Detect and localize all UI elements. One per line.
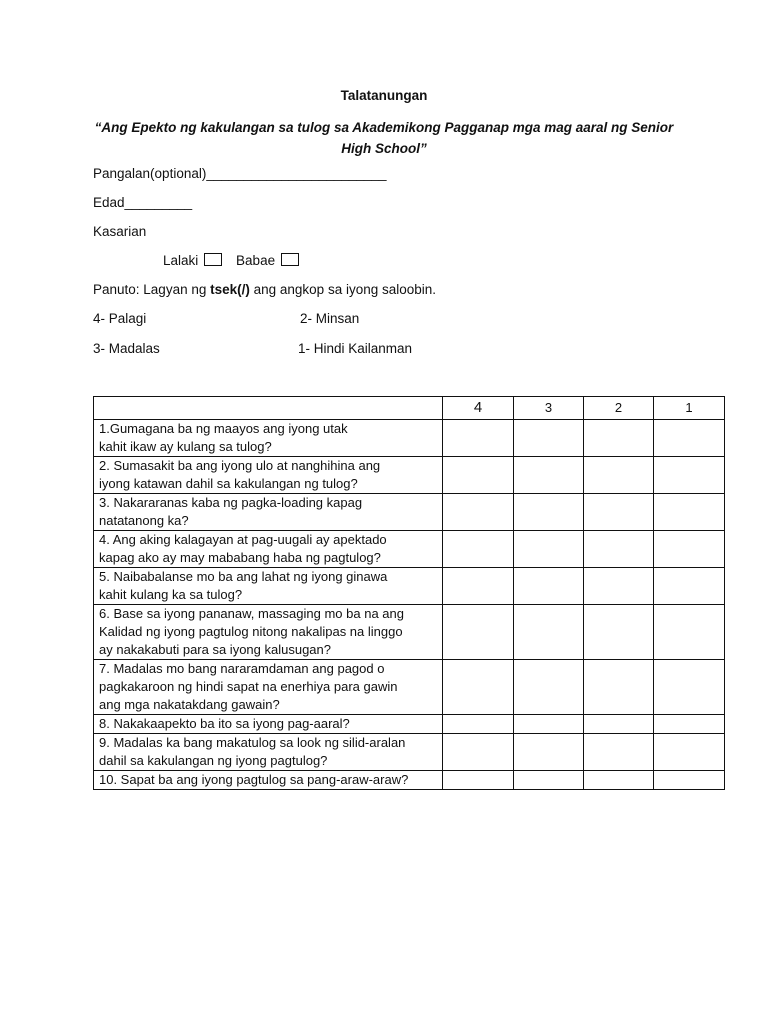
header-blank (94, 397, 443, 420)
answer-cell-2[interactable] (584, 660, 654, 715)
instructions (93, 282, 436, 297)
answer-cell-2[interactable] (584, 771, 654, 790)
sex-label: Kasarian (93, 224, 147, 239)
table-row (94, 531, 725, 568)
instructions-suffix: ang angkop sa iyong saloobin. (249, 282, 437, 297)
answer-cell-1[interactable] (654, 734, 725, 771)
answer-cell-2[interactable] (584, 734, 654, 771)
question-line: 1.Gumagana ba ng maayos ang iyong utak (99, 421, 348, 436)
answer-cell-4[interactable] (443, 734, 514, 771)
answer-cell-1[interactable] (654, 568, 725, 605)
question-line: natatanong ka? (99, 513, 189, 528)
question-text (94, 715, 443, 734)
questionnaire-table (93, 396, 725, 790)
answer-cell-1[interactable] (654, 605, 725, 660)
answer-cell-1[interactable] (654, 420, 725, 457)
question-text (94, 605, 443, 660)
question-text (94, 494, 443, 531)
answer-cell-2[interactable] (584, 420, 654, 457)
header-1: 1 (654, 397, 725, 420)
question-line: 9. Madalas ka bang makatulog sa look ng silid-aralan (99, 735, 406, 750)
question-text (94, 771, 443, 790)
question-line: 5. Naibabalanse mo ba ang lahat ng iyong ginawa (99, 569, 388, 584)
survey-subtitle: “Ang Epekto ng kakulangan sa tulog sa Akademikong Pagganap mga mag aaral ng Senior High School” (94, 120, 674, 156)
table-header-row (94, 397, 725, 420)
legend-three: 3- Madalas (93, 341, 160, 356)
answer-cell-3[interactable] (514, 715, 584, 734)
answer-cell-3[interactable] (514, 568, 584, 605)
answer-cell-1[interactable] (654, 715, 725, 734)
question-line: 2. Sumasakit ba ang iyong ulo at nanghihina ang (99, 458, 381, 473)
question-line: dahil sa kakulangan ng iyong pagtulog? (99, 753, 328, 768)
answer-cell-2[interactable] (584, 715, 654, 734)
answer-cell-2[interactable] (584, 568, 654, 605)
question-line: 8. Nakakaapekto ba ito sa iyong pag-aaral? (99, 716, 350, 731)
answer-cell-3[interactable] (514, 531, 584, 568)
question-line: Kalidad ng iyong pagtulog nitong nakalipas na linggo (99, 624, 403, 639)
question-line: 7. Madalas mo bang nararamdaman ang pagod o (99, 661, 385, 676)
male-checkbox[interactable] (204, 253, 222, 266)
table-row (94, 734, 725, 771)
table-row (94, 660, 725, 715)
header-4: 4 (443, 397, 514, 420)
answer-cell-2[interactable] (584, 605, 654, 660)
question-line: 10. Sapat ba ang iyong pagtulog sa pang-araw-araw? (99, 772, 409, 787)
answer-cell-4[interactable] (443, 715, 514, 734)
answer-cell-4[interactable] (443, 771, 514, 790)
answer-cell-1[interactable] (654, 771, 725, 790)
age-field-label[interactable]: Edad_________ (93, 195, 193, 210)
female-checkbox[interactable] (281, 253, 299, 266)
answer-cell-4[interactable] (443, 457, 514, 494)
answer-cell-4[interactable] (443, 660, 514, 715)
answer-cell-2[interactable] (584, 531, 654, 568)
legend-two: 2- Minsan (300, 311, 360, 326)
answer-cell-1[interactable] (654, 457, 725, 494)
sex-options (163, 253, 299, 268)
answer-cell-3[interactable] (514, 605, 584, 660)
question-line: 3. Nakararanas kaba ng pagka-loading kapag (99, 495, 363, 510)
question-line: 4. Ang aking kalagayan at pag-uugali ay apektado (99, 532, 387, 547)
answer-cell-4[interactable] (443, 605, 514, 660)
answer-cell-1[interactable] (654, 660, 725, 715)
question-line: pagkakaroon ng hindi sapat na enerhiya para gawin (99, 679, 398, 694)
option-female-label: Babae (236, 253, 276, 268)
question-line: kapag ako ay may mababang haba ng pagtulog? (99, 550, 381, 565)
instructions-check-mark: tsek(/) (210, 282, 250, 297)
answer-cell-3[interactable] (514, 494, 584, 531)
question-text (94, 734, 443, 771)
answer-cell-4[interactable] (443, 494, 514, 531)
answer-cell-3[interactable] (514, 420, 584, 457)
question-line: iyong katawan dahil sa kakulangan ng tulog? (99, 476, 358, 491)
table-row (94, 457, 725, 494)
question-text (94, 568, 443, 605)
header-2: 2 (584, 397, 654, 420)
question-line: kahit ikaw ay kulang sa tulog? (99, 439, 272, 454)
table-row (94, 771, 725, 790)
answer-cell-4[interactable] (443, 568, 514, 605)
name-field-label[interactable]: Pangalan(optional)________________________ (93, 166, 387, 181)
question-text (94, 660, 443, 715)
answer-cell-4[interactable] (443, 531, 514, 568)
instructions-prefix: Panuto: Lagyan ng (93, 282, 211, 297)
answer-cell-3[interactable] (514, 734, 584, 771)
answer-cell-3[interactable] (514, 660, 584, 715)
answer-cell-1[interactable] (654, 494, 725, 531)
question-text (94, 457, 443, 494)
legend-one: 1- Hindi Kailanman (298, 341, 413, 356)
question-line: ang mga nakatakdang gawain? (99, 697, 280, 712)
table-row (94, 605, 725, 660)
header-3: 3 (514, 397, 584, 420)
table-row (94, 494, 725, 531)
question-text (94, 420, 443, 457)
question-text (94, 531, 443, 568)
table-row (94, 715, 725, 734)
answer-cell-2[interactable] (584, 494, 654, 531)
question-line: 6. Base sa iyong pananaw, massaging mo ba na ang (99, 606, 404, 621)
question-line: kahit kulang ka sa tulog? (99, 587, 243, 602)
option-male-label: Lalaki (163, 253, 199, 268)
page-title: Talatanungan (340, 88, 428, 103)
answer-cell-3[interactable] (514, 771, 584, 790)
question-line: ay nakakabuti para sa iyong kalusugan? (99, 642, 331, 657)
answer-cell-1[interactable] (654, 531, 725, 568)
legend-four: 4- Palagi (93, 311, 147, 326)
table-row (94, 420, 725, 457)
answer-cell-4[interactable] (443, 420, 514, 457)
answer-cell-3[interactable] (514, 457, 584, 494)
table-row (94, 568, 725, 605)
answer-cell-2[interactable] (584, 457, 654, 494)
